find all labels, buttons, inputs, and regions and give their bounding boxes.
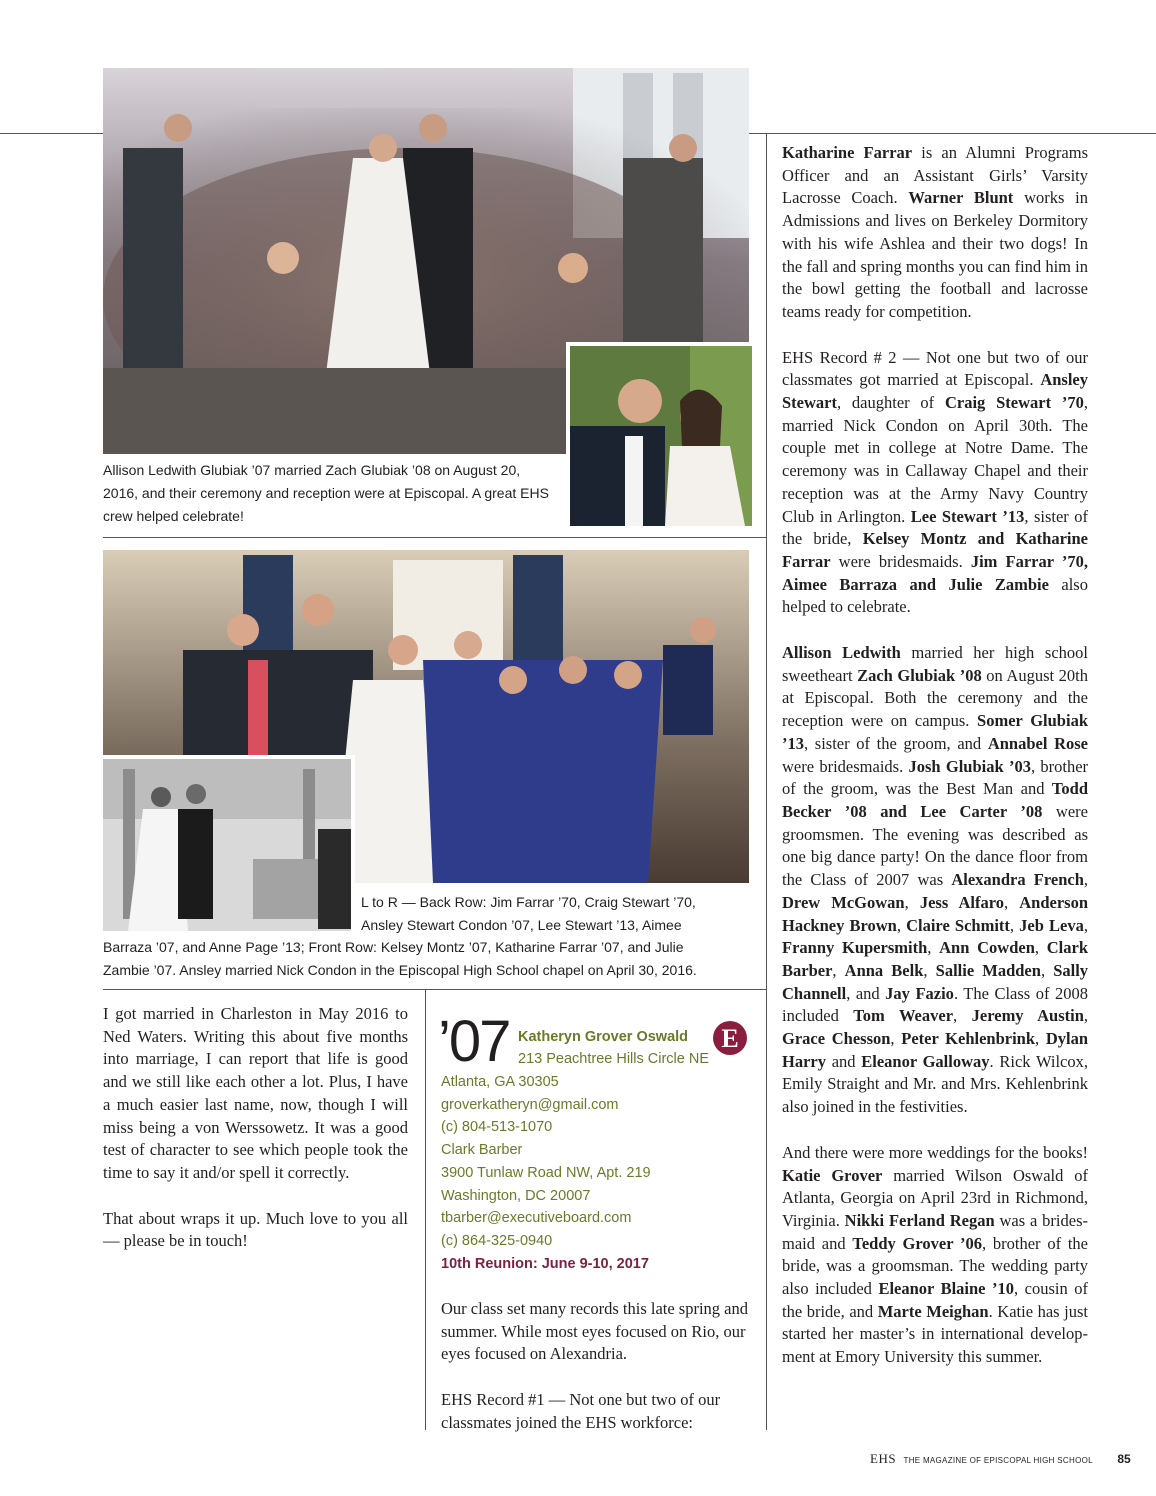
bold-name: Anna Belk [844, 960, 924, 980]
bold-name: Zach Glubiak ’08 [857, 665, 982, 685]
contact-email-2[interactable]: tbarber@executiveboard.com [441, 1210, 632, 1227]
contact-address-1b: Atlanta, GA 30305 [441, 1074, 559, 1090]
contact-address-1a: 213 Peachtree Hills Circle NE [518, 1051, 709, 1067]
contact-phone-2: (c) 864-325-0940 [441, 1232, 553, 1249]
footer-magazine-title: THE MAGAZINE OF EPISCOPAL HIGH SCHOOL [903, 1456, 1093, 1465]
bold-name: Sally Channell [782, 960, 1089, 1003]
contact-name-2: Clark Barber [441, 1142, 523, 1159]
bold-name: Teddy Grover ’06 [852, 1233, 983, 1253]
left-col-paragraph-1: I got married in Charleston in May 2016 to Ned Waters. Writing this about five months into marriage, I can report that life is good and we still like each other a lot. Plus, I have a much easier last name, now, though I will miss being a von Werssowetz. It was a good test of character to see which people took the time to say it and/or spell it correctly. [103, 1004, 408, 1182]
bold-name: Nikki Ferland Regan [844, 1210, 995, 1230]
bold-name: Jim Farrar ’70, Aimee Barraza and Julie Zambie [782, 551, 1089, 594]
right-column [782, 142, 1088, 1369]
bold-name: Jay Fazio [885, 983, 954, 1003]
class-intro [441, 1298, 751, 1435]
photo-couple-portrait [566, 342, 752, 526]
right-column-divider [766, 133, 767, 1430]
class-year: ’07 [438, 1009, 510, 1074]
bold-name: Jess Alfaro [919, 892, 1004, 912]
left-column [103, 1003, 408, 1253]
bold-name: Jeremy Austin [971, 1006, 1084, 1026]
bold-name: Annabel Rose [987, 733, 1088, 753]
class-block-divider [425, 989, 426, 1430]
top-right-rule [749, 133, 1156, 134]
bold-name: Lee Stewart ’13 [910, 506, 1025, 526]
bold-name: Todd Becker ’08 and Lee Carter ’08 [782, 779, 1088, 821]
contact-email-1[interactable]: groverkatheryn@gmail.com [441, 1096, 619, 1113]
footer-ehs: EHS [870, 1451, 897, 1466]
top-left-rule [0, 133, 103, 134]
bold-name: Franny Kupersmith [782, 938, 928, 958]
bold-name: Alexandra French [951, 870, 1084, 890]
bold-name: Craig Stewart ’70 [944, 393, 1084, 413]
bold-name: Allison Ledwith [782, 643, 901, 663]
bold-name: Clark Barber [782, 938, 1089, 980]
bold-name: Josh Glubiak ’03 [908, 756, 1031, 776]
bold-name: Somer Glubiak ’13 [782, 711, 1088, 753]
bold-name: Kelsey Montz and Katharine Farrar [782, 529, 1088, 571]
bold-name: Katharine Farrar [782, 143, 913, 162]
photo-aisle-black-white [103, 755, 355, 931]
contact-phone-1: (c) 804-513-1070 [441, 1119, 553, 1136]
right-col-paragraph-3: Allison Ledwith married her high school sweetheart Zach Glubiak ’08 on August 20th at Episcopal. Both the ceremony and the reception were on campus. Somer Glubiak ’13, sister of the groom, and Annabel Rose were bridesmaids. Josh Glubiak ’03, brother of the groom, was the Best Man and Todd Becker ’08 and Lee Carter ’08 were groomsmen. The evening was described as one big dance party! On the dance floor from the Class of 2007 was Alexandra French, Drew McGowan, Jess Alfaro, Anderson Hackney Brown, Claire Schmitt, Jeb Leva, Franny Kupersmith, Ann Cowden, Clark Barber, Anna Belk, Sallie Madden, Sally Channell, and Jay Fazio. The Class of 2008 included Tom Weaver, Jeremy Austin, Grace Chesson, Peter Kehlenbrink, Dylan Harry and Eleanor Galloway. Rick Wilcox, Emily Straight and Mr. and Mrs. Kehlenbrink also joined in the festivities. [782, 643, 1089, 1117]
right-col-paragraph-1: Katharine Farrar is an Alumni Programs Officer and an Assistant Girls’ Varsity Lacrosse Coach. Warner Blunt works in Admissions and lives on Berkeley Dormitory with his wife Ashlea and their two dogs! In the fall and spring months you can find him in the bowl getting the football and lacrosse teams ready for competition. [782, 143, 1088, 321]
right-col-paragraph-4: And there were more weddings for the books! Katie Grover married Wilson Oswald of Atlanta, Georgia on April 23rd in Richmond, Virginia. Nikki Ferland Regan was a brides-maid and Teddy Grover ’06, brother of the bride, was a groomsman. The wedding party also included Eleanor Blaine ’10, cousin of the bride, and Marte Meighan. Katie has just started her master’s in international develop-ment at Emory University this summer. [782, 1142, 1088, 1367]
ehs-logo [712, 1020, 748, 1056]
reunion-date: 10th Reunion: June 9-10, 2017 [441, 1255, 649, 1272]
left-col-paragraph-2: That about wraps it up. Much love to you all — please be in touch! [103, 1208, 408, 1251]
class-paragraph-2: EHS Record #1 — Not one but two of our classmates joined the EHS workforce: [441, 1390, 721, 1432]
bold-name: Ann Cowden [939, 938, 1035, 958]
page-number: 85 [1117, 1452, 1131, 1466]
bold-name: Eleanor Blaine ’10 [878, 1279, 1015, 1299]
bold-name: Tom Weaver [853, 1006, 954, 1026]
bold-name: Ansley Stewart [782, 370, 1088, 413]
contact-name-1: Katheryn Grover Oswald [518, 1029, 689, 1045]
bold-name: Claire Schmitt [906, 915, 1010, 935]
caption-bottom-line-4: Zambie ’07. Ansley married Nick Condon in the Episcopal High School chapel on April 30, 2016. [103, 962, 697, 978]
bold-name: Sallie Madden [935, 960, 1041, 980]
lower-section-rule [103, 989, 766, 990]
class-paragraph-1: Our class set many records this late spring and summer. While most eyes focused on Rio, our eyes focused on Alexandria. [441, 1299, 749, 1364]
caption-bottom-line-2: Ansley Stewart Condon ’07, Lee Stewart ’13, Aimee [361, 917, 682, 933]
caption-bottom-line-3: Barraza ’07, and Anne Page ’13; Front Row: Kelsey Montz ’07, Katharine Farrar ’07, and Julie [103, 939, 684, 955]
bold-name: Eleanor Galloway [861, 1051, 990, 1071]
caption-top: Allison Ledwith Glubiak ’07 married Zach Glubiak ’08 on August 20, 2016, and their ceremony and reception were at Episcopal. A great EHS crew helped celebrate! [103, 462, 549, 524]
bold-name: Grace Chesson [782, 1029, 891, 1049]
bold-name: Katie Grover [782, 1165, 883, 1185]
bold-name: Warner Blunt [908, 188, 1014, 208]
contact-address-2b: Washington, DC 20007 [441, 1187, 591, 1204]
ehs-logo-letter: E [721, 1024, 739, 1053]
footer [870, 1450, 1131, 1468]
contact-address-2a: 3900 Tunlaw Road NW, Apt. 219 [441, 1164, 651, 1181]
middle-photo-divider [103, 537, 766, 538]
bold-name: Marte Meighan [877, 1301, 989, 1321]
class-contacts [441, 1071, 751, 1275]
bold-name: Drew McGowan [782, 892, 905, 912]
bold-name: Jeb Leva [1019, 915, 1084, 935]
caption-bottom-line-1: L to R — Back Row: Jim Farrar ’70, Craig Stewart ’70, [361, 894, 696, 910]
right-col-paragraph-2: EHS Record # 2 — Not one but two of our classmates got married at Episcopal. Ansley Stewart, daughter of Craig Stewart ’70, married Nick Condon on April 30th. The couple met in college at Notre Dame. The ceremony was in Callaway Chapel and their reception was at the Army Navy Country Club in Arlington. Lee Stewart ’13, sister of the bride, Kelsey Montz and Katharine Farrar were bridesmaids. Jim Farrar ’70, Aimee Barraza and Julie Zambie also helped to celebrate. [782, 347, 1089, 617]
bold-name: Peter Kehlenbrink [901, 1029, 1036, 1049]
bold-name: Anderson Hackney Brown [782, 892, 1088, 935]
bold-name: Dylan Harry [782, 1029, 1089, 1071]
